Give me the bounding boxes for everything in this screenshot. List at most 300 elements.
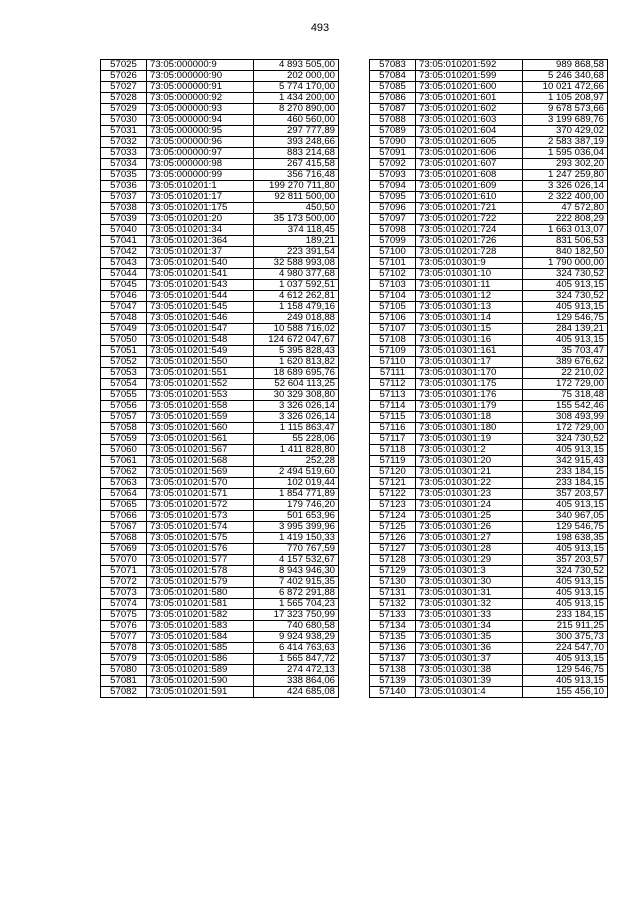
row-number-cell: 57083 [370,60,416,71]
cadastral-number-cell: 73:05:000000:94 [147,115,254,126]
row-number-cell: 57115 [370,412,416,423]
row-number-cell: 57070 [101,555,147,566]
cadastral-number-cell: 73:05:010201:570 [147,478,254,489]
table-row [101,280,339,291]
row-number-cell: 57064 [101,489,147,500]
row-number-cell: 57135 [370,632,416,643]
row-number-cell: 57049 [101,324,147,335]
table-row [101,566,339,577]
value-cell: 1 037 592,51 [254,280,339,291]
row-number-cell: 57069 [101,544,147,555]
value-cell: 357 203,57 [523,555,608,566]
cadastral-number-cell: 73:05:010301:17 [416,357,523,368]
value-cell: 35 703,47 [523,346,608,357]
table-row [370,159,608,170]
value-cell: 4 612 262,81 [254,291,339,302]
value-cell: 338 864,06 [254,676,339,687]
value-cell: 7 402 915,35 [254,577,339,588]
cadastral-number-cell: 73:05:010201:558 [147,401,254,412]
row-number-cell: 57048 [101,313,147,324]
row-number-cell: 57034 [101,159,147,170]
table-row [370,599,608,610]
cadastral-number-cell: 73:05:010201:576 [147,544,254,555]
cadastral-number-cell: 73:05:010301:10 [416,269,523,280]
cadastral-number-cell: 73:05:000000:96 [147,137,254,148]
cadastral-number-cell: 73:05:010201:583 [147,621,254,632]
table-row [370,247,608,258]
value-cell: 324 730,52 [523,269,608,280]
table-row [370,610,608,621]
table-row [101,434,339,445]
row-number-cell: 57025 [101,60,147,71]
row-number-cell: 57091 [370,148,416,159]
table-row [101,467,339,478]
table-row [101,588,339,599]
value-cell: 1 158 479,16 [254,302,339,313]
table-row [370,181,608,192]
value-cell: 5 774 170,00 [254,82,339,93]
table-row [370,280,608,291]
row-number-cell: 57106 [370,313,416,324]
value-cell: 233 184,15 [523,478,608,489]
row-number-cell: 57073 [101,588,147,599]
row-number-cell: 57097 [370,214,416,225]
row-number-cell: 57074 [101,599,147,610]
row-number-cell: 57045 [101,280,147,291]
cadastral-number-cell: 73:05:010201:607 [416,159,523,170]
cadastral-number-cell: 73:05:010201:568 [147,456,254,467]
row-number-cell: 57090 [370,137,416,148]
row-number-cell: 57084 [370,71,416,82]
row-number-cell: 57026 [101,71,147,82]
value-cell: 92 811 500,00 [254,192,339,203]
value-cell: 215 911,25 [523,621,608,632]
cadastral-number-cell: 73:05:010301:34 [416,621,523,632]
row-number-cell: 57138 [370,665,416,676]
value-cell: 2 494 519,60 [254,467,339,478]
cadastral-number-cell: 73:05:010201:591 [147,687,254,698]
table-row [370,203,608,214]
cadastral-number-cell: 73:05:010301:31 [416,588,523,599]
cadastral-number-cell: 73:05:010301:19 [416,434,523,445]
table-row [370,522,608,533]
cadastral-number-cell: 73:05:010201:37 [147,247,254,258]
cadastral-number-cell: 73:05:010201:175 [147,203,254,214]
cadastral-number-cell: 73:05:010301:29 [416,555,523,566]
row-number-cell: 57077 [101,632,147,643]
value-cell: 284 139,21 [523,324,608,335]
value-cell: 75 318,48 [523,390,608,401]
row-number-cell: 57067 [101,522,147,533]
cadastral-number-cell: 73:05:010201:572 [147,500,254,511]
row-number-cell: 57126 [370,533,416,544]
table-row [101,302,339,313]
table-row [101,555,339,566]
value-cell: 155 456,10 [523,687,608,698]
cadastral-number-cell: 73:05:010301:179 [416,401,523,412]
value-cell: 405 913,15 [523,335,608,346]
table-row [370,126,608,137]
cadastral-number-cell: 73:05:010301:30 [416,577,523,588]
row-number-cell: 57119 [370,456,416,467]
row-number-cell: 57079 [101,654,147,665]
row-number-cell: 57029 [101,104,147,115]
value-cell: 3 326 026,14 [523,181,608,192]
value-cell: 1 565 704,23 [254,599,339,610]
value-cell: 1 565 847,72 [254,654,339,665]
table-row [370,148,608,159]
cadastral-number-cell: 73:05:000000:93 [147,104,254,115]
row-number-cell: 57136 [370,643,416,654]
cadastral-number-cell: 73:05:010301:4 [416,687,523,698]
cadastral-number-cell: 73:05:010201:586 [147,654,254,665]
row-number-cell: 57065 [101,500,147,511]
cadastral-number-cell: 73:05:010301:21 [416,467,523,478]
row-number-cell: 57107 [370,324,416,335]
cadastral-number-cell: 73:05:010201:541 [147,269,254,280]
table-row [370,445,608,456]
cadastral-number-cell: 73:05:010301:36 [416,643,523,654]
row-number-cell: 57116 [370,423,416,434]
table-row [101,258,339,269]
value-cell: 370 429,02 [523,126,608,137]
page-number: 493 [310,22,330,34]
row-number-cell: 57099 [370,236,416,247]
table-row [101,115,339,126]
cadastral-number-cell: 73:05:010301:9 [416,258,523,269]
value-cell: 129 546,75 [523,665,608,676]
row-number-cell: 57052 [101,357,147,368]
cadastral-number-cell: 73:05:010201:605 [416,137,523,148]
row-number-cell: 57043 [101,258,147,269]
table-row [370,511,608,522]
cadastral-number-cell: 73:05:010301:27 [416,533,523,544]
cadastral-number-cell: 73:05:010201:17 [147,192,254,203]
row-number-cell: 57035 [101,170,147,181]
table-row [370,115,608,126]
row-number-cell: 57132 [370,599,416,610]
table-row [101,610,339,621]
table-row [370,60,608,71]
table-row [370,478,608,489]
value-cell: 129 546,75 [523,522,608,533]
value-cell: 393 248,66 [254,137,339,148]
table-row [101,522,339,533]
value-cell: 5 246 340,68 [523,71,608,82]
cadastral-number-cell: 73:05:000000:98 [147,159,254,170]
value-cell: 6 872 291,88 [254,588,339,599]
table-row [101,82,339,93]
table-row [370,313,608,324]
cadastral-number-cell: 73:05:010201:553 [147,390,254,401]
cadastral-number-cell: 73:05:010201:590 [147,676,254,687]
value-cell: 324 730,52 [523,434,608,445]
row-number-cell: 57130 [370,577,416,588]
row-number-cell: 57096 [370,203,416,214]
value-cell: 740 680,58 [254,621,339,632]
value-cell: 22 210,02 [523,368,608,379]
row-number-cell: 57088 [370,115,416,126]
cadastral-number-cell: 73:05:010201:603 [416,115,523,126]
table-row [101,170,339,181]
cadastral-number-cell: 73:05:010201:721 [416,203,523,214]
value-cell: 883 214,68 [254,148,339,159]
row-number-cell: 57129 [370,566,416,577]
table-row [101,346,339,357]
cadastral-number-cell: 73:05:010201:577 [147,555,254,566]
value-cell: 3 199 689,76 [523,115,608,126]
table-row [370,192,608,203]
table-row [101,148,339,159]
cadastral-number-cell: 73:05:010201:559 [147,412,254,423]
value-cell: 405 913,15 [523,500,608,511]
row-number-cell: 57058 [101,423,147,434]
value-cell: 9 678 573,66 [523,104,608,115]
table-row [101,676,339,687]
cadastral-number-cell: 73:05:010301:32 [416,599,523,610]
table-row [101,335,339,346]
table-row [101,423,339,434]
table-row [101,126,339,137]
value-cell: 293 302,20 [523,159,608,170]
cadastral-number-cell: 73:05:010201:580 [147,588,254,599]
table-row [101,71,339,82]
cadastral-number-cell: 73:05:010201:606 [416,148,523,159]
table-row [101,291,339,302]
cadastral-number-cell: 73:05:010301:35 [416,632,523,643]
value-cell: 300 375,73 [523,632,608,643]
cadastral-number-cell: 73:05:010201:552 [147,379,254,390]
cadastral-number-cell: 73:05:010201:722 [416,214,523,225]
cadastral-number-cell: 73:05:010201:724 [416,225,523,236]
value-cell: 8 270 890,00 [254,104,339,115]
value-cell: 342 915,43 [523,456,608,467]
table-row [101,104,339,115]
table-row [101,577,339,588]
row-number-cell: 57112 [370,379,416,390]
value-cell: 102 019,44 [254,478,339,489]
value-cell: 356 716,48 [254,170,339,181]
row-number-cell: 57038 [101,203,147,214]
table-row [101,621,339,632]
value-cell: 47 572,80 [523,203,608,214]
cadastral-number-cell: 73:05:010301:161 [416,346,523,357]
value-cell: 501 653,96 [254,511,339,522]
row-number-cell: 57134 [370,621,416,632]
table-row [370,346,608,357]
table-row [370,368,608,379]
table-row [370,588,608,599]
cadastral-number-cell: 73:05:000000:91 [147,82,254,93]
table-row [101,599,339,610]
row-number-cell: 57101 [370,258,416,269]
value-cell: 223 391,54 [254,247,339,258]
value-cell: 405 913,15 [523,544,608,555]
row-number-cell: 57028 [101,93,147,104]
cadastral-number-cell: 73:05:010201:546 [147,313,254,324]
table-row [101,137,339,148]
cadastral-number-cell: 73:05:010301:24 [416,500,523,511]
value-cell: 1 105 208,97 [523,93,608,104]
table-row [370,632,608,643]
value-cell: 1 663 013,07 [523,225,608,236]
row-number-cell: 57075 [101,610,147,621]
row-number-cell: 57082 [101,687,147,698]
row-number-cell: 57036 [101,181,147,192]
table-row [370,544,608,555]
row-number-cell: 57066 [101,511,147,522]
row-number-cell: 57062 [101,467,147,478]
cadastral-number-cell: 73:05:010301:12 [416,291,523,302]
row-number-cell: 57098 [370,225,416,236]
cadastral-number-cell: 73:05:010201:585 [147,643,254,654]
cadastral-number-cell: 73:05:010301:14 [416,313,523,324]
row-number-cell: 57056 [101,401,147,412]
value-cell: 155 542,46 [523,401,608,412]
table-row [370,566,608,577]
cadastral-number-cell: 73:05:010201:544 [147,291,254,302]
row-number-cell: 57032 [101,137,147,148]
table-row [370,71,608,82]
table-row [101,533,339,544]
cadastral-number-cell: 73:05:010201:364 [147,236,254,247]
table-row [101,181,339,192]
value-cell: 5 395 828,43 [254,346,339,357]
row-number-cell: 57039 [101,214,147,225]
cadastral-number-cell: 73:05:010201:569 [147,467,254,478]
table-row [370,533,608,544]
table-row [101,445,339,456]
cadastral-number-cell: 73:05:010201:574 [147,522,254,533]
cadastral-number-cell: 73:05:010201:545 [147,302,254,313]
table-row [370,434,608,445]
value-cell: 249 018,88 [254,313,339,324]
cadastral-number-cell: 73:05:010301:23 [416,489,523,500]
cadastral-number-cell: 73:05:010301:180 [416,423,523,434]
value-cell: 9 924 938,29 [254,632,339,643]
table-row [101,456,339,467]
right-table [369,59,608,698]
value-cell: 6 414 763,63 [254,643,339,654]
cadastral-number-cell: 73:05:010301:11 [416,280,523,291]
cadastral-number-cell: 73:05:010201:575 [147,533,254,544]
cadastral-number-cell: 73:05:010201:599 [416,71,523,82]
value-cell: 172 729,00 [523,423,608,434]
cadastral-number-cell: 73:05:010201:20 [147,214,254,225]
row-number-cell: 57111 [370,368,416,379]
table-row [101,412,339,423]
table-row [370,379,608,390]
row-number-cell: 57102 [370,269,416,280]
cadastral-number-cell: 73:05:010201:551 [147,368,254,379]
value-cell: 2 583 387,19 [523,137,608,148]
row-number-cell: 57042 [101,247,147,258]
cadastral-number-cell: 73:05:000000:9 [147,60,254,71]
cadastral-number-cell: 73:05:010201:578 [147,566,254,577]
cadastral-number-cell: 73:05:010301:2 [416,445,523,456]
value-cell: 1 854 771,89 [254,489,339,500]
row-number-cell: 57046 [101,291,147,302]
value-cell: 274 472,13 [254,665,339,676]
table-row [370,555,608,566]
row-number-cell: 57037 [101,192,147,203]
cadastral-number-cell: 73:05:010301:20 [416,456,523,467]
row-number-cell: 57085 [370,82,416,93]
row-number-cell: 57103 [370,280,416,291]
table-row [370,82,608,93]
left-table-body [101,60,339,698]
row-number-cell: 57089 [370,126,416,137]
table-row [101,357,339,368]
row-number-cell: 57092 [370,159,416,170]
table-row [370,324,608,335]
value-cell: 1 247 259,80 [523,170,608,181]
value-cell: 17 323 750,99 [254,610,339,621]
row-number-cell: 57093 [370,170,416,181]
table-row [101,368,339,379]
cadastral-number-cell: 73:05:010301:13 [416,302,523,313]
cadastral-number-cell: 73:05:010301:26 [416,522,523,533]
cadastral-number-cell: 73:05:010201:604 [416,126,523,137]
table-row [101,643,339,654]
cadastral-number-cell: 73:05:010201:609 [416,181,523,192]
cadastral-number-cell: 73:05:000000:95 [147,126,254,137]
value-cell: 233 184,15 [523,610,608,621]
value-cell: 405 913,15 [523,599,608,610]
cadastral-number-cell: 73:05:010201:549 [147,346,254,357]
table-row [101,60,339,71]
table-row [370,335,608,346]
table-row [101,236,339,247]
cadastral-number-cell: 73:05:010201:561 [147,434,254,445]
value-cell: 1 595 036,04 [523,148,608,159]
table-row [370,643,608,654]
row-number-cell: 57137 [370,654,416,665]
value-cell: 1 115 863,47 [254,423,339,434]
table-row [101,93,339,104]
value-cell: 1 411 828,80 [254,445,339,456]
row-number-cell: 57031 [101,126,147,137]
cadastral-number-cell: 73:05:010201:567 [147,445,254,456]
value-cell: 405 913,15 [523,302,608,313]
row-number-cell: 57055 [101,390,147,401]
table-row [101,247,339,258]
table-row [370,489,608,500]
table-row [370,467,608,478]
table-row [101,192,339,203]
value-cell: 198 638,35 [523,533,608,544]
table-row [370,137,608,148]
value-cell: 770 767,59 [254,544,339,555]
table-row [370,390,608,401]
table-row [370,423,608,434]
value-cell: 340 967,05 [523,511,608,522]
row-number-cell: 57113 [370,390,416,401]
row-number-cell: 57076 [101,621,147,632]
row-number-cell: 57127 [370,544,416,555]
table-row [370,269,608,280]
table-row [370,225,608,236]
table-row [101,544,339,555]
cadastral-number-cell: 73:05:010201:34 [147,225,254,236]
value-cell: 389 676,62 [523,357,608,368]
value-cell: 989 868,58 [523,60,608,71]
cadastral-number-cell: 73:05:010201:560 [147,423,254,434]
value-cell: 840 182,50 [523,247,608,258]
value-cell: 10 021 472,66 [523,82,608,93]
table-row [101,687,339,698]
cadastral-number-cell: 73:05:010301:176 [416,390,523,401]
